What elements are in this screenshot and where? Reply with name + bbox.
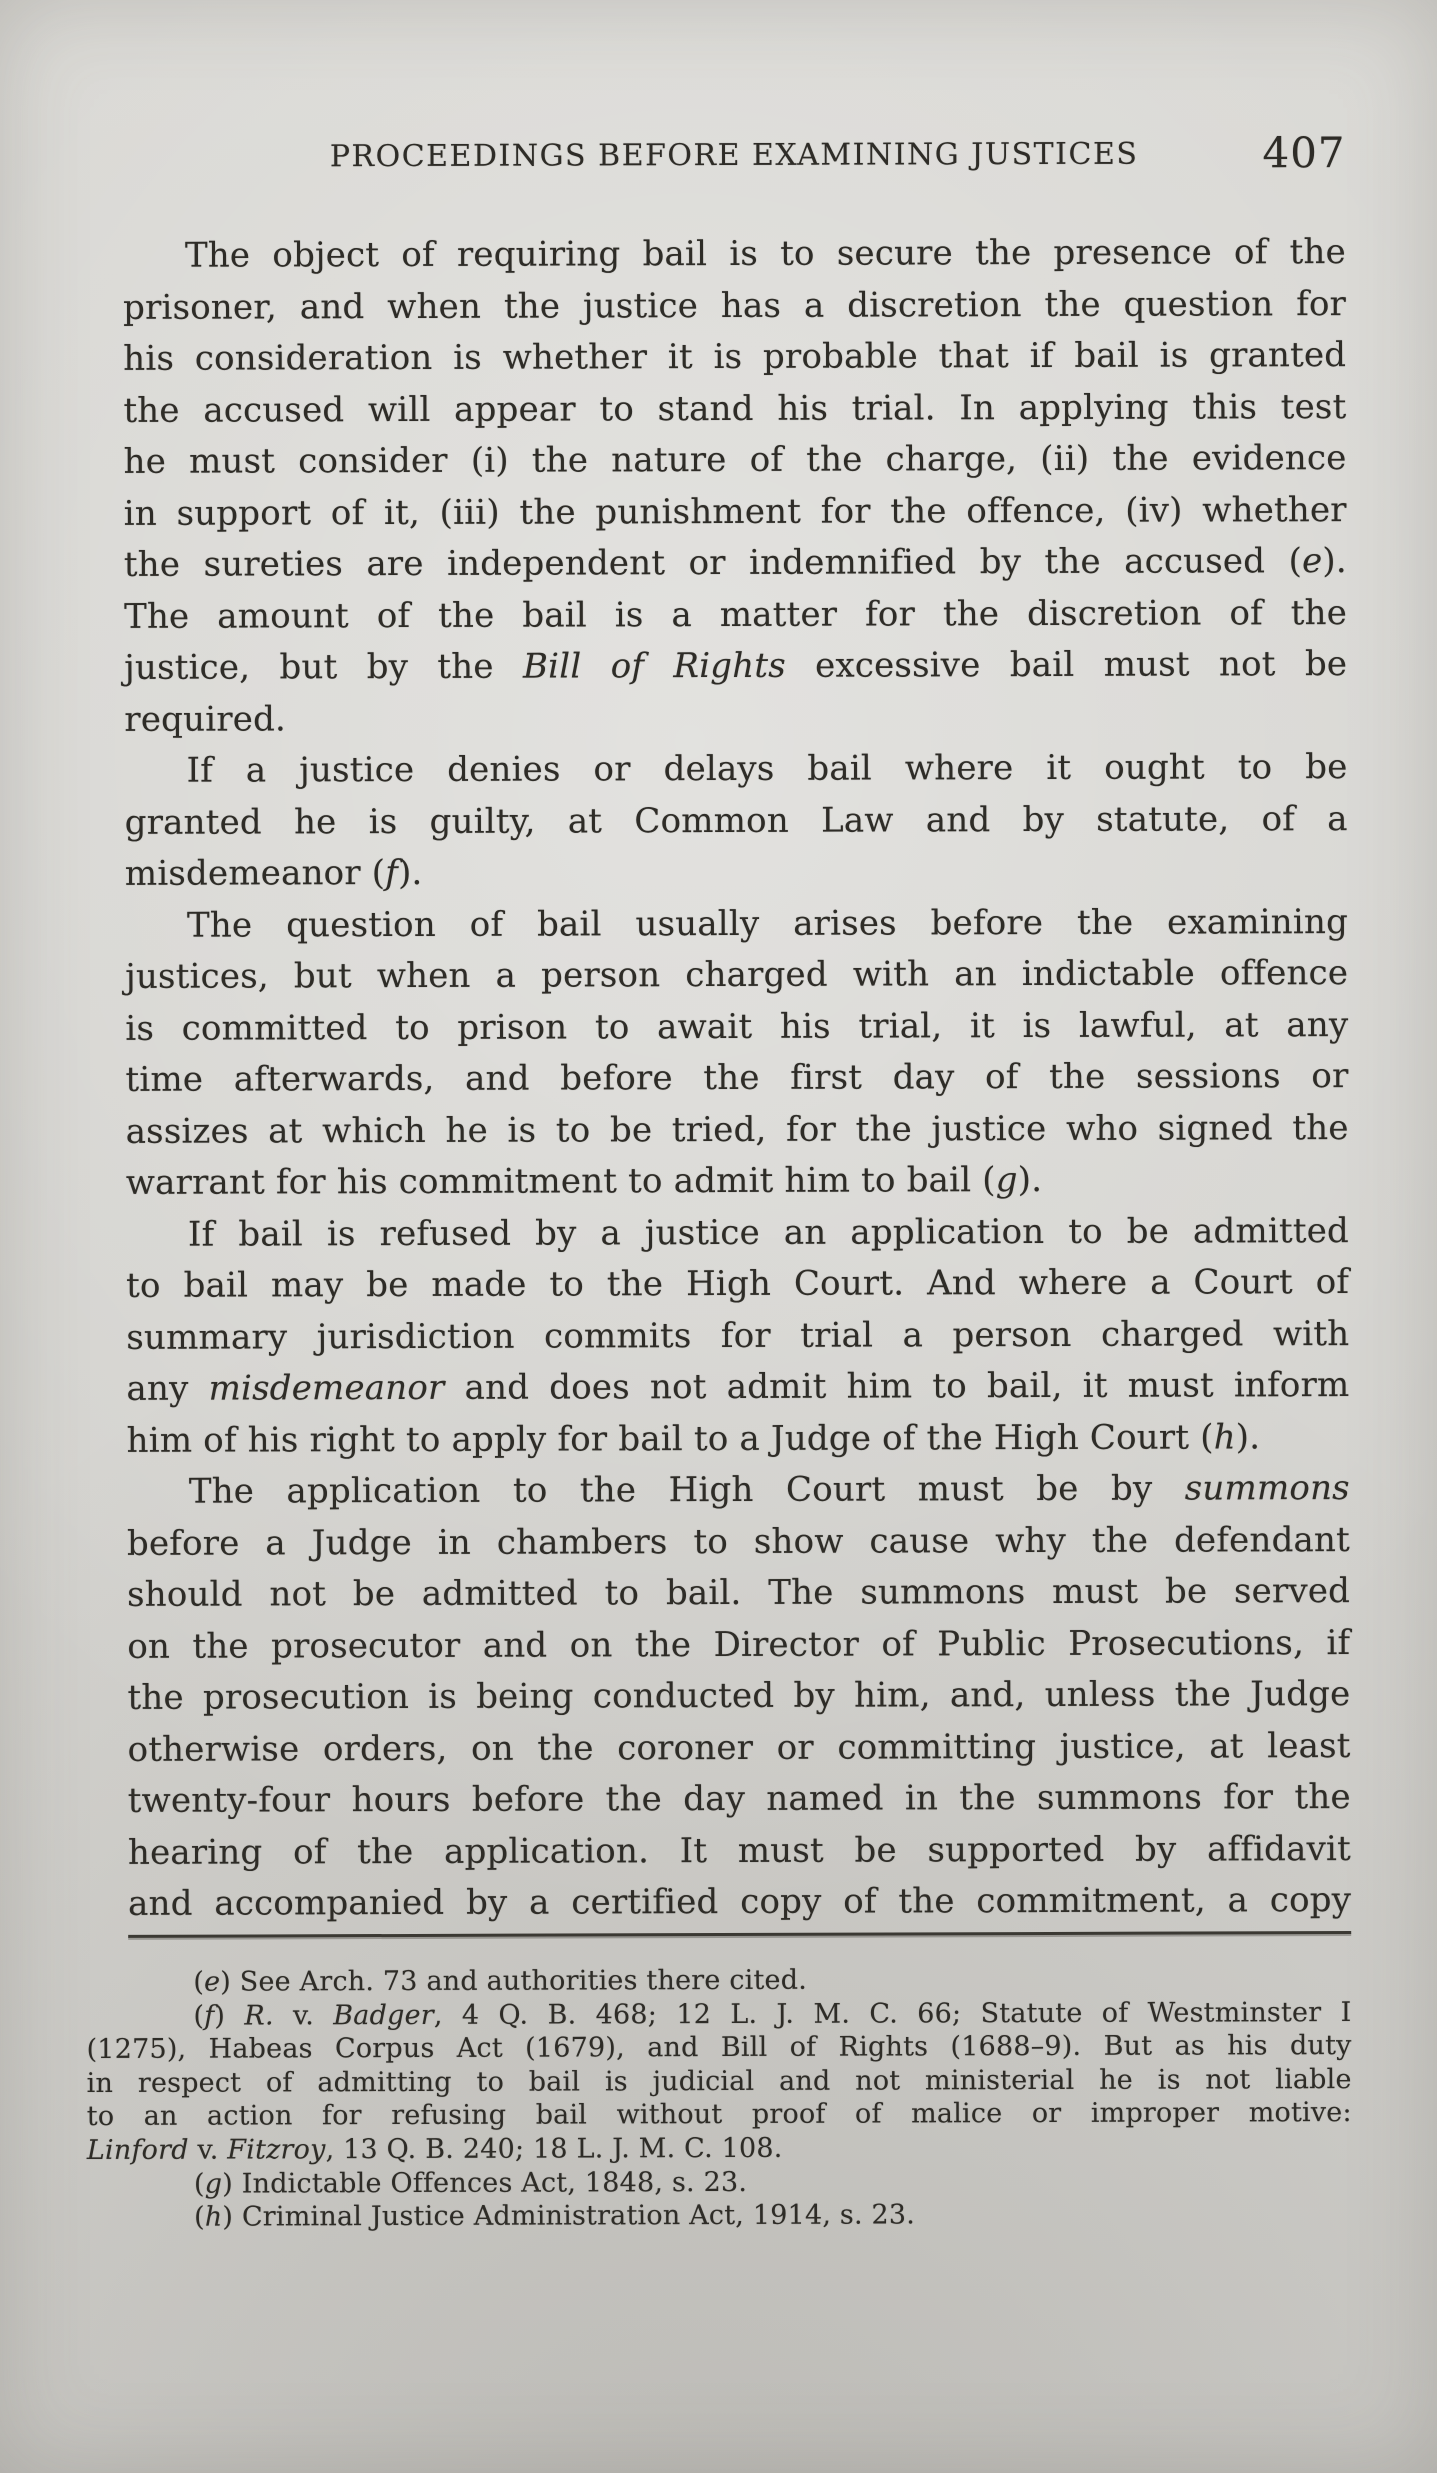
page-header-row [123, 128, 1346, 178]
paragraph [127, 1463, 1351, 1930]
footnote [86, 1962, 1351, 2000]
text-line: (f) R. v. Badger, 4 Q. B. 468; 12 L. J. M. C. 66; Statute of Westminster I [193, 1996, 1352, 2032]
text-line: misdemeanor (f). [124, 852, 423, 894]
text-line: is committed to prison to await his trial, it is lawful, at any [125, 1004, 1349, 1049]
paragraph [126, 1206, 1350, 1467]
text-line: on the prosecutor and on the Director of Public Prosecutions, if [127, 1622, 1351, 1667]
text-line: The question of bail usually arises before the examining [186, 901, 1349, 946]
text-line: Linford v. Fitzroy, 13 Q. B. 240; 18 L. J. M. C. 108. [86, 2132, 783, 2166]
text-line: The amount of the bail is a matter for the discretion of the [123, 592, 1348, 637]
paragraph [124, 742, 1347, 900]
text-line: to bail may be made to the High Court. And where a Court of [126, 1262, 1350, 1306]
text-line: the accused will appear to stand his trial. In applying this test [123, 386, 1347, 431]
text-line: in support of it, (iii) the punishment for the offence, (iv) whether [123, 489, 1347, 534]
text-line: time afterwards, and before the first day of the sessions or [125, 1056, 1349, 1100]
text-line: required. [124, 698, 287, 740]
text-line: granted he is guilty, at Common Law and by statute, of a [124, 798, 1348, 843]
text-line: he must consider (i) the nature of the charge, (ii) the evidence [123, 438, 1347, 482]
running-header: PROCEEDINGS BEFORE EXAMINING JUSTICES [329, 136, 1139, 175]
text-line: the prosecution is being conducted by him, and, unless the Judge [127, 1674, 1351, 1718]
text-line: the sureties are independent or indemnified by the accused (e). [123, 541, 1347, 585]
text-line: (e) See Arch. 73 and authorities there cited. [193, 1964, 807, 1998]
body-text [123, 227, 1351, 1930]
text-line: prisoner, and when the justice has a discretion the question for [123, 283, 1347, 328]
footnote-rule [128, 1931, 1351, 1938]
paragraph [125, 897, 1349, 1210]
text-line: his consideration is whether it is probable that if bail is granted [123, 335, 1347, 379]
footnote [87, 2197, 1352, 2235]
footnote [87, 2164, 1352, 2202]
text-line: to an action for refusing bail without proof of malice or improper motive: [86, 2097, 1352, 2133]
paragraph [123, 227, 1348, 746]
text-line: twenty-four hours before the day named in the summons for the [127, 1777, 1351, 1821]
text-line: justice, but by the Bill of Rights excessive bail must not be [124, 644, 1348, 688]
text-line: should not be admitted to bail. The summons must be served [127, 1571, 1351, 1615]
text-line: (h) Criminal Justice Administration Act, 1914, s. 23. [194, 2199, 916, 2233]
text-line: The application to the High Court must be by summons [188, 1468, 1350, 1512]
footnotes [86, 1962, 1352, 2235]
text-line: The object of requiring bail is to secure the presence of the [184, 232, 1346, 276]
text-line: If a justice denies or delays bail where it ought to be [186, 747, 1348, 791]
text-line: summary jurisdiction commits for trial a person charged with [126, 1313, 1350, 1358]
text-line: (1275), Habeas Corpus Act (1679), and Bill of Rights (1688–9). But as his duty [86, 2030, 1352, 2066]
text-line: warrant for his commitment to admit him to bail (g). [125, 1159, 1043, 1203]
footnote [86, 1996, 1352, 2168]
text-line: any misdemeanor and does not admit him to bail, it must inform [126, 1365, 1350, 1409]
text-line: him of his right to apply for bail to a Judge of the High Court (h). [126, 1416, 1261, 1461]
text-line: If bail is refused by a justice an application to be admitted [187, 1210, 1350, 1255]
text-line: otherwise orders, on the coroner or committing justice, at least [127, 1725, 1351, 1770]
text-line: (g) Indictable Offences Act, 1848, s. 23. [193, 2166, 748, 2200]
text-line: and accompanied by a certified copy of the commitment, a copy [128, 1880, 1352, 1924]
text-line: assizes at which he is to be tried, for the justice who signed the [125, 1107, 1349, 1152]
text-line: justices, but when a person charged with an indictable offence [125, 953, 1349, 997]
text-line: in respect of admitting to bail is judicial and not ministerial he is not liable [86, 2063, 1352, 2099]
text-line: before a Judge in chambers to show cause why the defendant [126, 1519, 1351, 1564]
text-line: hearing of the application. It must be supported by affidavit [127, 1828, 1351, 1873]
page-number: 407 [1262, 128, 1346, 178]
